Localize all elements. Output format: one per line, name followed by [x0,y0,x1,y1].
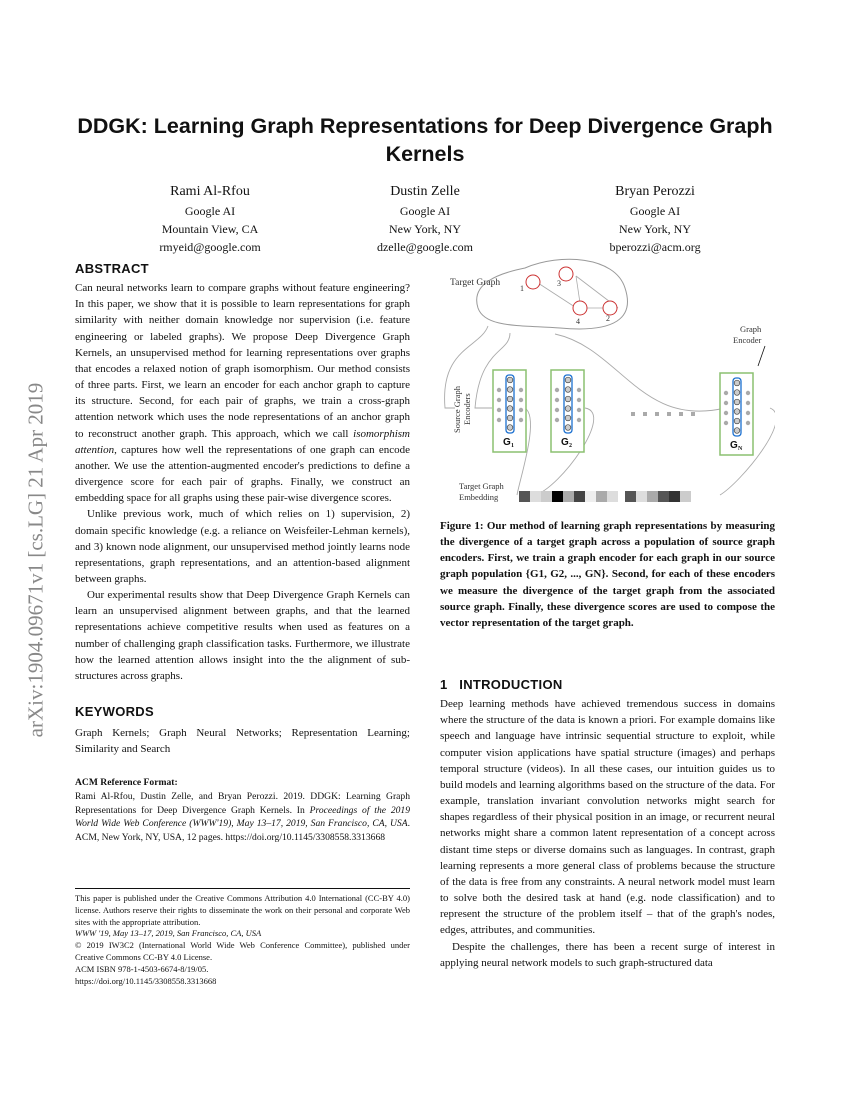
embedding-cell [636,491,647,502]
abstract-heading: ABSTRACT [75,261,149,276]
right-column [440,677,775,971]
graph-node [573,301,587,315]
paper-title: DDGK: Learning Graph Representations for Deep Divergence Graph Kernels [77,114,773,166]
embedding-cell [552,491,563,502]
copyright-text: © 2019 IW3C2 (International World Wide Web Conference Committee), published under Creative Commons CC-BY 4.0 License. [75,940,410,962]
text: Can neural networks learn to compare graphs without feature engineering? In this paper, we show that it is possible to learn representations for graph similarity with neither domain knowledge nor supervision (i.e. feature engineering or labeled graphs). We propose Deep Divergence Graph Kernels, an unsupervised method for learning representations over graphs that encodes a relaxed notion of graph isomorphism. Our method consists of three parts. First, we learn an encoder for each anchor graph to capture its structure. Second, for each pair of graphs, we train a cross-graph attention network which uses the node representations of an anchor graph to reconstruct another graph. This approach, which we call [75,282,410,440]
author-affiliation: Google AI [399,204,451,218]
embedding-cell [658,491,669,502]
author-email: bperozzi@acm.org [609,240,701,254]
figure-1-caption: Figure 1: Our method of learning graph representations by measuring the divergence of a target graph across a population of source graph encoders. First, we train a graph encoder for each graph in our source graph population {G1, G2, ..., GN}. Second, for each of these encoders we measure the divergence of the target graph from the associated source graph. Finally, these divergence scores are used to compose the vector representation of the target graph. [440,520,775,629]
graph-node [526,275,540,289]
isbn-text: ACM ISBN 978-1-4503-6674-8/19/05. [75,963,209,974]
embedding-cell [680,491,691,502]
footnote-rule [75,888,410,889]
author-affiliation: Google AI [184,204,236,218]
embedding-label: Embedding [459,492,499,502]
arxiv-stamp: arXiv:1904.09671v1 [cs.LG] 21 Apr 2019 [23,382,48,738]
section-number: 1 [440,677,448,692]
footnote [75,893,410,987]
embedding-cell [669,491,680,502]
graph-encoder-label: Graph [740,324,762,334]
doi-text: https://doi.org/10.1145/3308558.3313668 [75,975,217,986]
source-encoders-label: Encoders [462,393,472,425]
emphasis: isomorphism attention [75,427,410,456]
encoder-box [493,370,526,452]
keywords-heading: KEYWORDS [75,704,154,720]
graph-encoder-label: Encoder [733,335,762,345]
text: Rami Al-Rfou, Dustin Zelle, and Bryan Perozzi. 2019. DDGK: Learning Graph Representations for Deep Divergence Graph Kernels. In [75,790,410,816]
embedding-label: Target Graph [459,481,504,491]
embedding-cell [519,491,530,502]
emphasis: Proceedings of the 2019 World Wide Web Conference (WWW'19), May 13–17, 2019, San Francisco, CA, USA [75,804,411,830]
embedding-cell [596,491,607,502]
author-location: Mountain View, CA [161,222,259,236]
embedding-cell [647,491,658,502]
encoder-subscript: 1 [511,443,514,449]
encoder-subscript: 2 [569,443,572,449]
ellipsis-dots [631,412,695,416]
embedding-cell [541,491,552,502]
author-2 [315,182,535,256]
graph-node [603,301,617,315]
encoder-box [551,370,584,452]
author-3 [545,182,765,256]
pointer-arrow [758,346,765,366]
embedding-cell [574,491,585,502]
figure-1-diagram [440,258,775,508]
author-location: New York, NY [618,222,691,236]
target-graph-label: Target Graph [450,278,501,288]
author-1 [100,182,320,256]
source-encoders-label: Source Graph [452,386,462,433]
embedding-cell [585,491,596,502]
keywords-text: Graph Kernels; Graph Neural Networks; Representation Learning; Similarity and Search [75,727,410,756]
target-graph-outline [477,259,628,329]
author-location: New York, NY [388,222,461,236]
encoder-label: G [730,440,738,451]
acm-reference-heading: ACM Reference Format: [75,777,178,788]
node-label: 2 [606,314,610,323]
author-affiliation: Google AI [629,204,681,218]
abstract-paragraph: Unlike previous work, much of which relies on 1) supervision, 2) domain specific knowledge (e.g. a reliance on Weisfeiler-Lehman kernels), and 3) known node alignment, our unsupervised method jointly learns node representations, graph representations, and an attention-based alignment between graphs. [75,508,410,585]
author-email: dzelle@google.com [376,240,474,254]
node-label: 4 [576,317,580,326]
author-name: Rami Al-Rfou [170,184,250,199]
node-label: 1 [520,284,524,293]
introduction-heading [440,677,775,693]
encoder-subscript: N [738,446,743,452]
intro-paragraph: Deep learning methods have achieved tremendous success in domains where the structure of the data is known a priori. For example domains like speech and language have intrinsic sequential structure to exploit, while computer vision applications have spatial structure (images) and perhaps temporal structure (videos). In all these cases, our intuition guides us to build models and learning algorithms based on the structure of the data. For example, translation invariant convolution networks might search for shapes regardless of their physical position in an image, or recurrent neural networks might share a common latent representation of a concept across distant time steps or diverse domains such as languages. In contrast, graph learning represents a more general class of problems because the structure of the data is free from any constraints. A neural network model must learn to solve both the desired task at hand (e.g. node classification) and to represent the structure of the problem itself – that of the graph's nodes, edges, attributes, and communities. [440,698,775,937]
node-label: 3 [557,279,561,288]
embedding-cell [625,491,636,502]
source-graph-encoders [493,370,753,455]
encoder-label: G [561,437,569,448]
left-column [75,261,410,758]
embedding-cell [563,491,574,502]
conference-text: WWW '19, May 13–17, 2019, San Francisco, CA, USA [75,928,262,939]
author-name: Dustin Zelle [390,184,460,199]
graph-node [559,267,573,281]
text: , captures how well the representations of one graph can encode another. We use the attention-augmented encoder's predictions to define a divergence score for each pair of graphs. Finally, we construct an embedding space for all graphs using these pair-wise divergence scores. [75,443,410,505]
intro-paragraph: Despite the challenges, there has been a recent surge of interest in applying neural network models to such graph-structured data [440,940,775,969]
author-email: rmyeid@google.com [159,240,261,254]
author-name: Bryan Perozzi [615,184,695,199]
section-title: INTRODUCTION [459,677,563,692]
embedding-cell [607,491,618,502]
target-graph-embedding [519,491,691,502]
abstract-paragraph [75,280,410,506]
embedding-cell [530,491,541,502]
acm-reference [75,776,410,845]
encoder-label: G [503,437,511,448]
text: . ACM, New York, NY, USA, 12 pages. https://doi.org/10.1145/3308558.3313668 [75,818,410,844]
license-text: This paper is published under the Creative Commons Attribution 4.0 International (CC-BY 4.0) license. Authors reserve their rights to disseminate the work on their personal and corporate Web sites with the appropriate attribution. [75,893,410,927]
acm-reference-text [75,790,410,845]
abstract-paragraph: Our experimental results show that Deep Divergence Graph Kernels can learn an unsupervised alignment between graphs, and that the learned representations achieve competitive results when used as features on a number of challenging graph classification tasks. Furthermore, we illustrate how the learned attention allows insight into the the alignment of sub-structures across graphs. [75,589,410,682]
encoder-box [720,373,753,455]
